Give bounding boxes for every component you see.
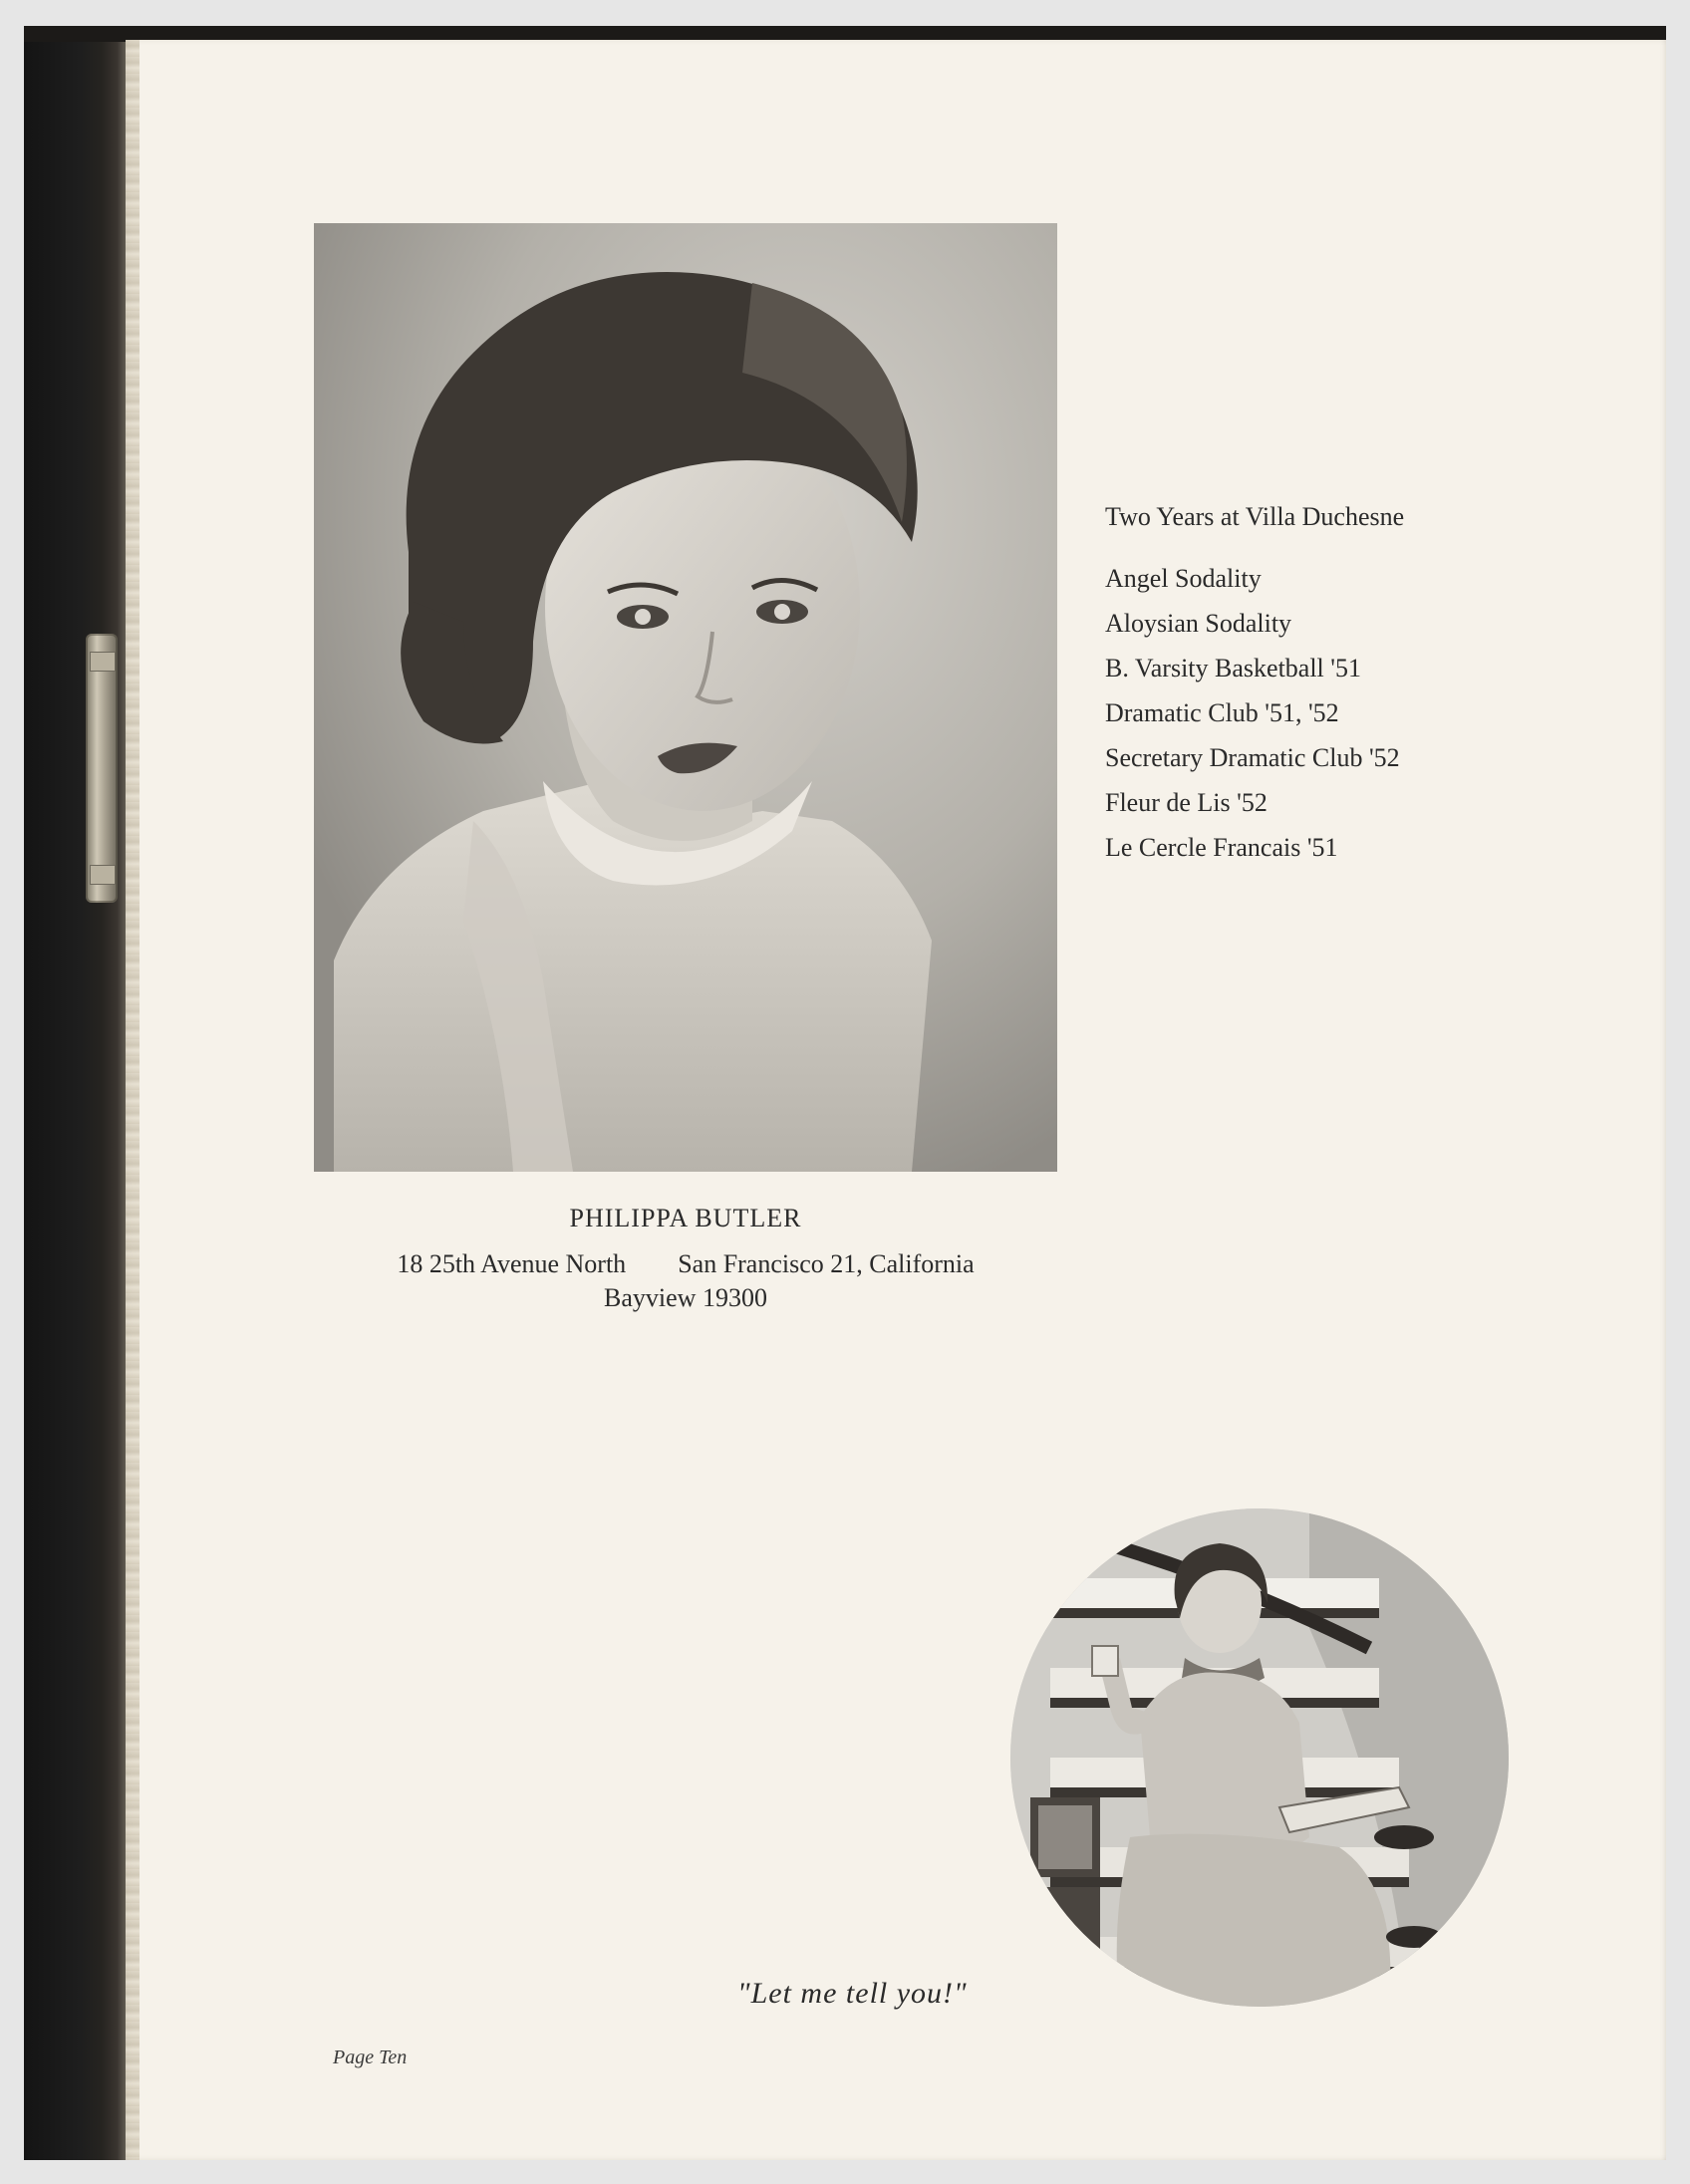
address-street: 18 25th Avenue North	[397, 1249, 627, 1278]
years-attended: Two Years at Villa Duchesne	[1105, 502, 1405, 531]
page-number: Page Ten	[333, 2047, 408, 2068]
candid-photo	[1010, 1508, 1509, 2007]
activity-items	[1105, 556, 1404, 870]
student-name: PHILIPPA BUTLER	[569, 1204, 802, 1232]
activity-item: Secretary Dramatic Club '52	[1105, 743, 1400, 772]
book-binding	[24, 26, 128, 2160]
address-city: San Francisco 21, California	[678, 1249, 975, 1278]
activity-item: Fleur de Lis '52	[1105, 788, 1268, 817]
portrait-caption	[314, 1204, 1057, 1315]
student-phone: Bayview 19300	[604, 1283, 767, 1312]
activity-item: Aloysian Sodality	[1105, 609, 1292, 638]
binding-clasp	[86, 634, 118, 903]
candid-quote: "Let me tell you!"	[737, 1977, 968, 2010]
activity-item: Le Cercle Francais '51	[1105, 833, 1338, 862]
activity-item: B. Varsity Basketball '51	[1105, 654, 1361, 682]
page-gutter	[126, 40, 140, 2160]
portrait-photo	[314, 223, 1057, 1172]
activity-item: Dramatic Club '51, '52	[1105, 698, 1339, 727]
student-address	[314, 1247, 1057, 1281]
activity-item: Angel Sodality	[1105, 564, 1262, 593]
activities-list	[1105, 500, 1404, 870]
